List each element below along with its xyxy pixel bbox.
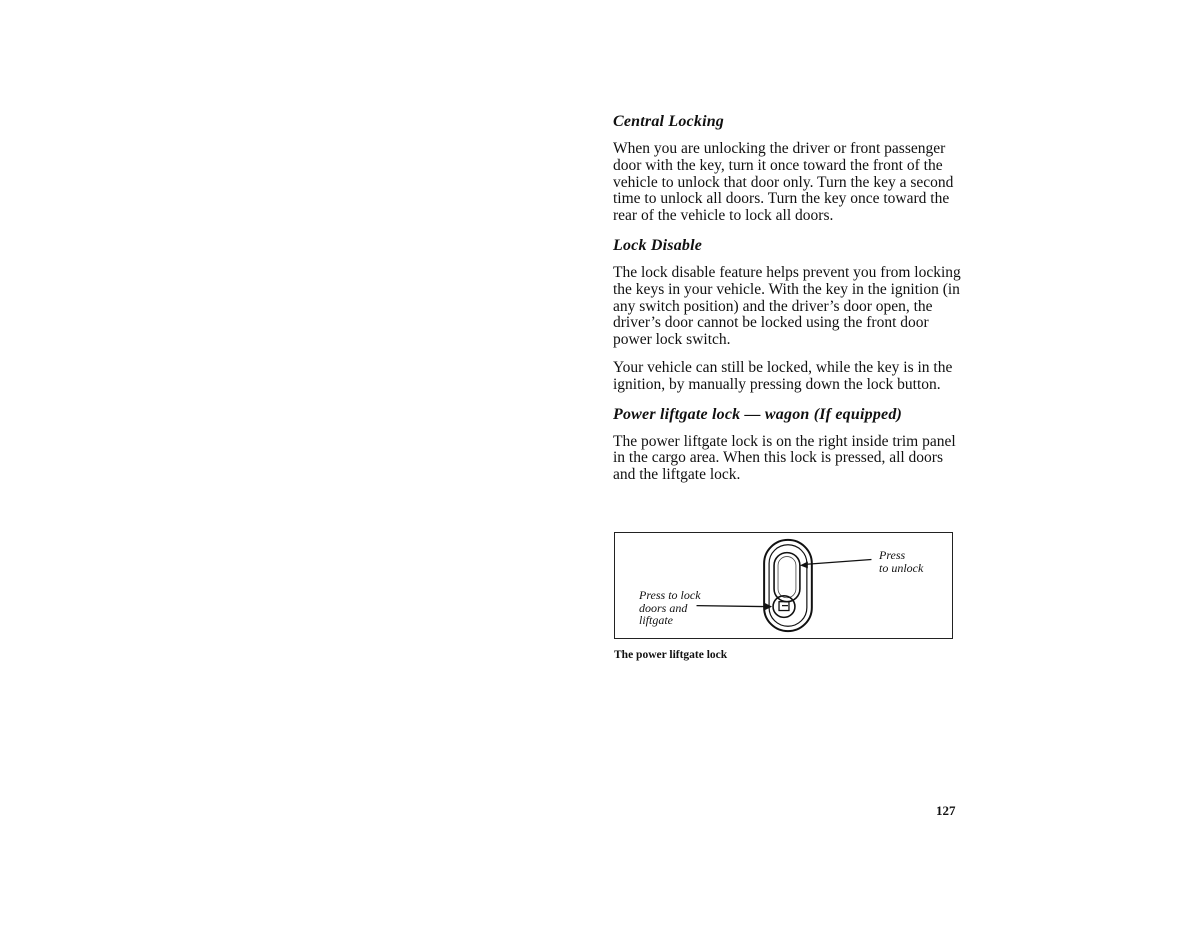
body-paragraph: The power liftgate lock is on the right inside trim panel in the cargo area. When this lock is pressed, all doors and the liftgate lock. xyxy=(613,432,956,484)
label-line: to unlock xyxy=(879,560,924,575)
press-to-lock-label xyxy=(639,589,701,627)
label-line: liftgate xyxy=(639,613,673,627)
body-paragraph: The lock disable feature helps prevent you from locking the keys in your vehicle. With the key in the ignition (in any switch position) and the driver’s door open, the driver’s door cannot be locked using the front door power lock switch. xyxy=(613,263,961,349)
text-column xyxy=(613,112,963,495)
figure-caption: The power liftgate lock xyxy=(614,649,728,661)
unlock-button-highlight xyxy=(778,557,796,598)
lock-button xyxy=(773,596,795,618)
label-line: Press xyxy=(879,548,906,562)
body-paragraph: When you are unlocking the driver or front passenger door with the key, turn it once toward the front of the vehicle to unlock that door only. Turn the key a second time to unlock all doors. Turn the key once toward the rear of the vehicle to lock all doors. xyxy=(613,140,954,225)
lock-arrow-head-icon xyxy=(764,603,772,611)
section-heading: Power liftgate lock — wagon (If equipped) xyxy=(613,405,903,423)
liftgate-lock-figure xyxy=(614,532,953,639)
lock-arrow xyxy=(697,606,767,607)
section-heading: Central Locking xyxy=(613,113,725,130)
press-to-unlock-label xyxy=(879,549,923,574)
label-line: Press to lock xyxy=(639,588,701,602)
page-number: 127 xyxy=(936,803,956,818)
body-paragraph: Your vehicle can still be locked, while the key is in the ignition, by manually pressing down the lock button. xyxy=(613,358,953,393)
unlock-arrow xyxy=(805,559,872,564)
section-heading: Lock Disable xyxy=(613,236,703,254)
unlock-arrow-head-icon xyxy=(800,561,808,568)
section-power-liftgate xyxy=(613,405,963,484)
label-line: doors and xyxy=(639,600,688,615)
section-central-locking xyxy=(613,112,963,225)
section-lock-disable xyxy=(613,236,963,394)
